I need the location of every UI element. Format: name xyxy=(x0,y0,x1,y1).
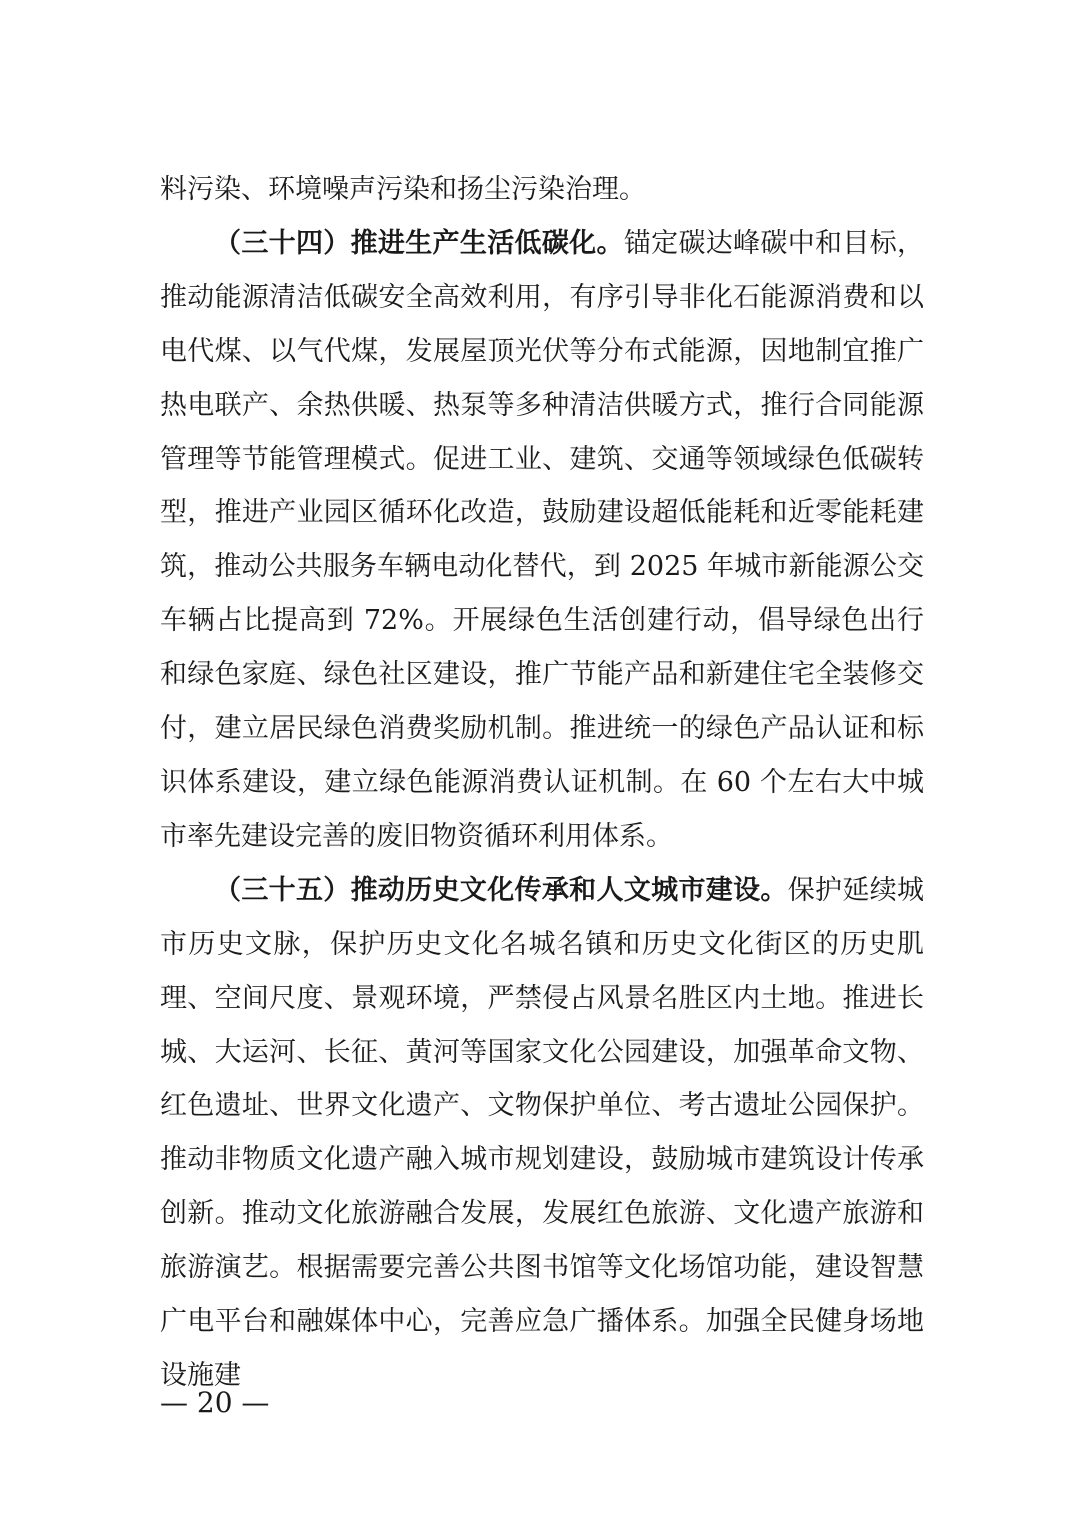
section-heading-35: （三十五）推动历史文化传承和人文城市建设。 xyxy=(214,874,788,906)
page-number: — 20 — xyxy=(160,1386,270,1419)
paragraph-continuation xyxy=(160,163,924,217)
paragraph-section-34 xyxy=(160,217,924,864)
section-heading-34: （三十四）推进生产生活低碳化。 xyxy=(214,227,624,259)
paragraph-text: 料污染、环境噪声污染和扬尘污染治理。 xyxy=(160,174,646,205)
paragraph-text: 锚定碳达峰碳中和目标，推动能源清洁低碳安全高效利用，有序引导非化石能源消费和以电代煤、以气代煤，发展屋顶光伏等分布式能源，因地制宜推广热电联产、余热供暖、热泵等多种清洁供暖方式，推行合同能源管理等节能管理模式。促进工业、建筑、交通等领域绿色低碳转型，推进产业园区循环化改造，鼓励建设超低能耗和近零能耗建筑，推动公共服务车辆电动化替代，到 2025 年城市新能源公交车辆占比提高到 72%。开展绿色生活创建行动，倡导绿色出行和绿色家庭、绿色社区建设，推广节能产品和新建住宅全装修交付，建立居民绿色消费奖励机制。推进统一的绿色产品认证和标识体系建设，建立绿色能源消费认证机制。在 60 个左右大中城市率先建设完善的废旧物资循环利用体系。 xyxy=(160,227,925,852)
document-body xyxy=(160,163,924,1403)
paragraph-section-35 xyxy=(160,864,924,1403)
paragraph-text: 保护延续城市历史文脉，保护历史文化名城名镇和历史文化街区的历史肌理、空间尺度、景观环境，严禁侵占风景名胜区内土地。推进长城、大运河、长征、黄河等国家文化公园建设，加强革命文物、红色遗址、世界文化遗产、文物保护单位、考古遗址公园保护。推动非物质文化遗产融入城市规划建设，鼓励城市建筑设计传承创新。推动文化旅游融合发展，发展红色旅游、文化遗产旅游和旅游演艺。根据需要完善公共图书馆等文化场馆功能，建设智慧广电平台和融媒体中心，完善应急广播体系。加强全民健身场地设施建 xyxy=(160,874,925,1391)
